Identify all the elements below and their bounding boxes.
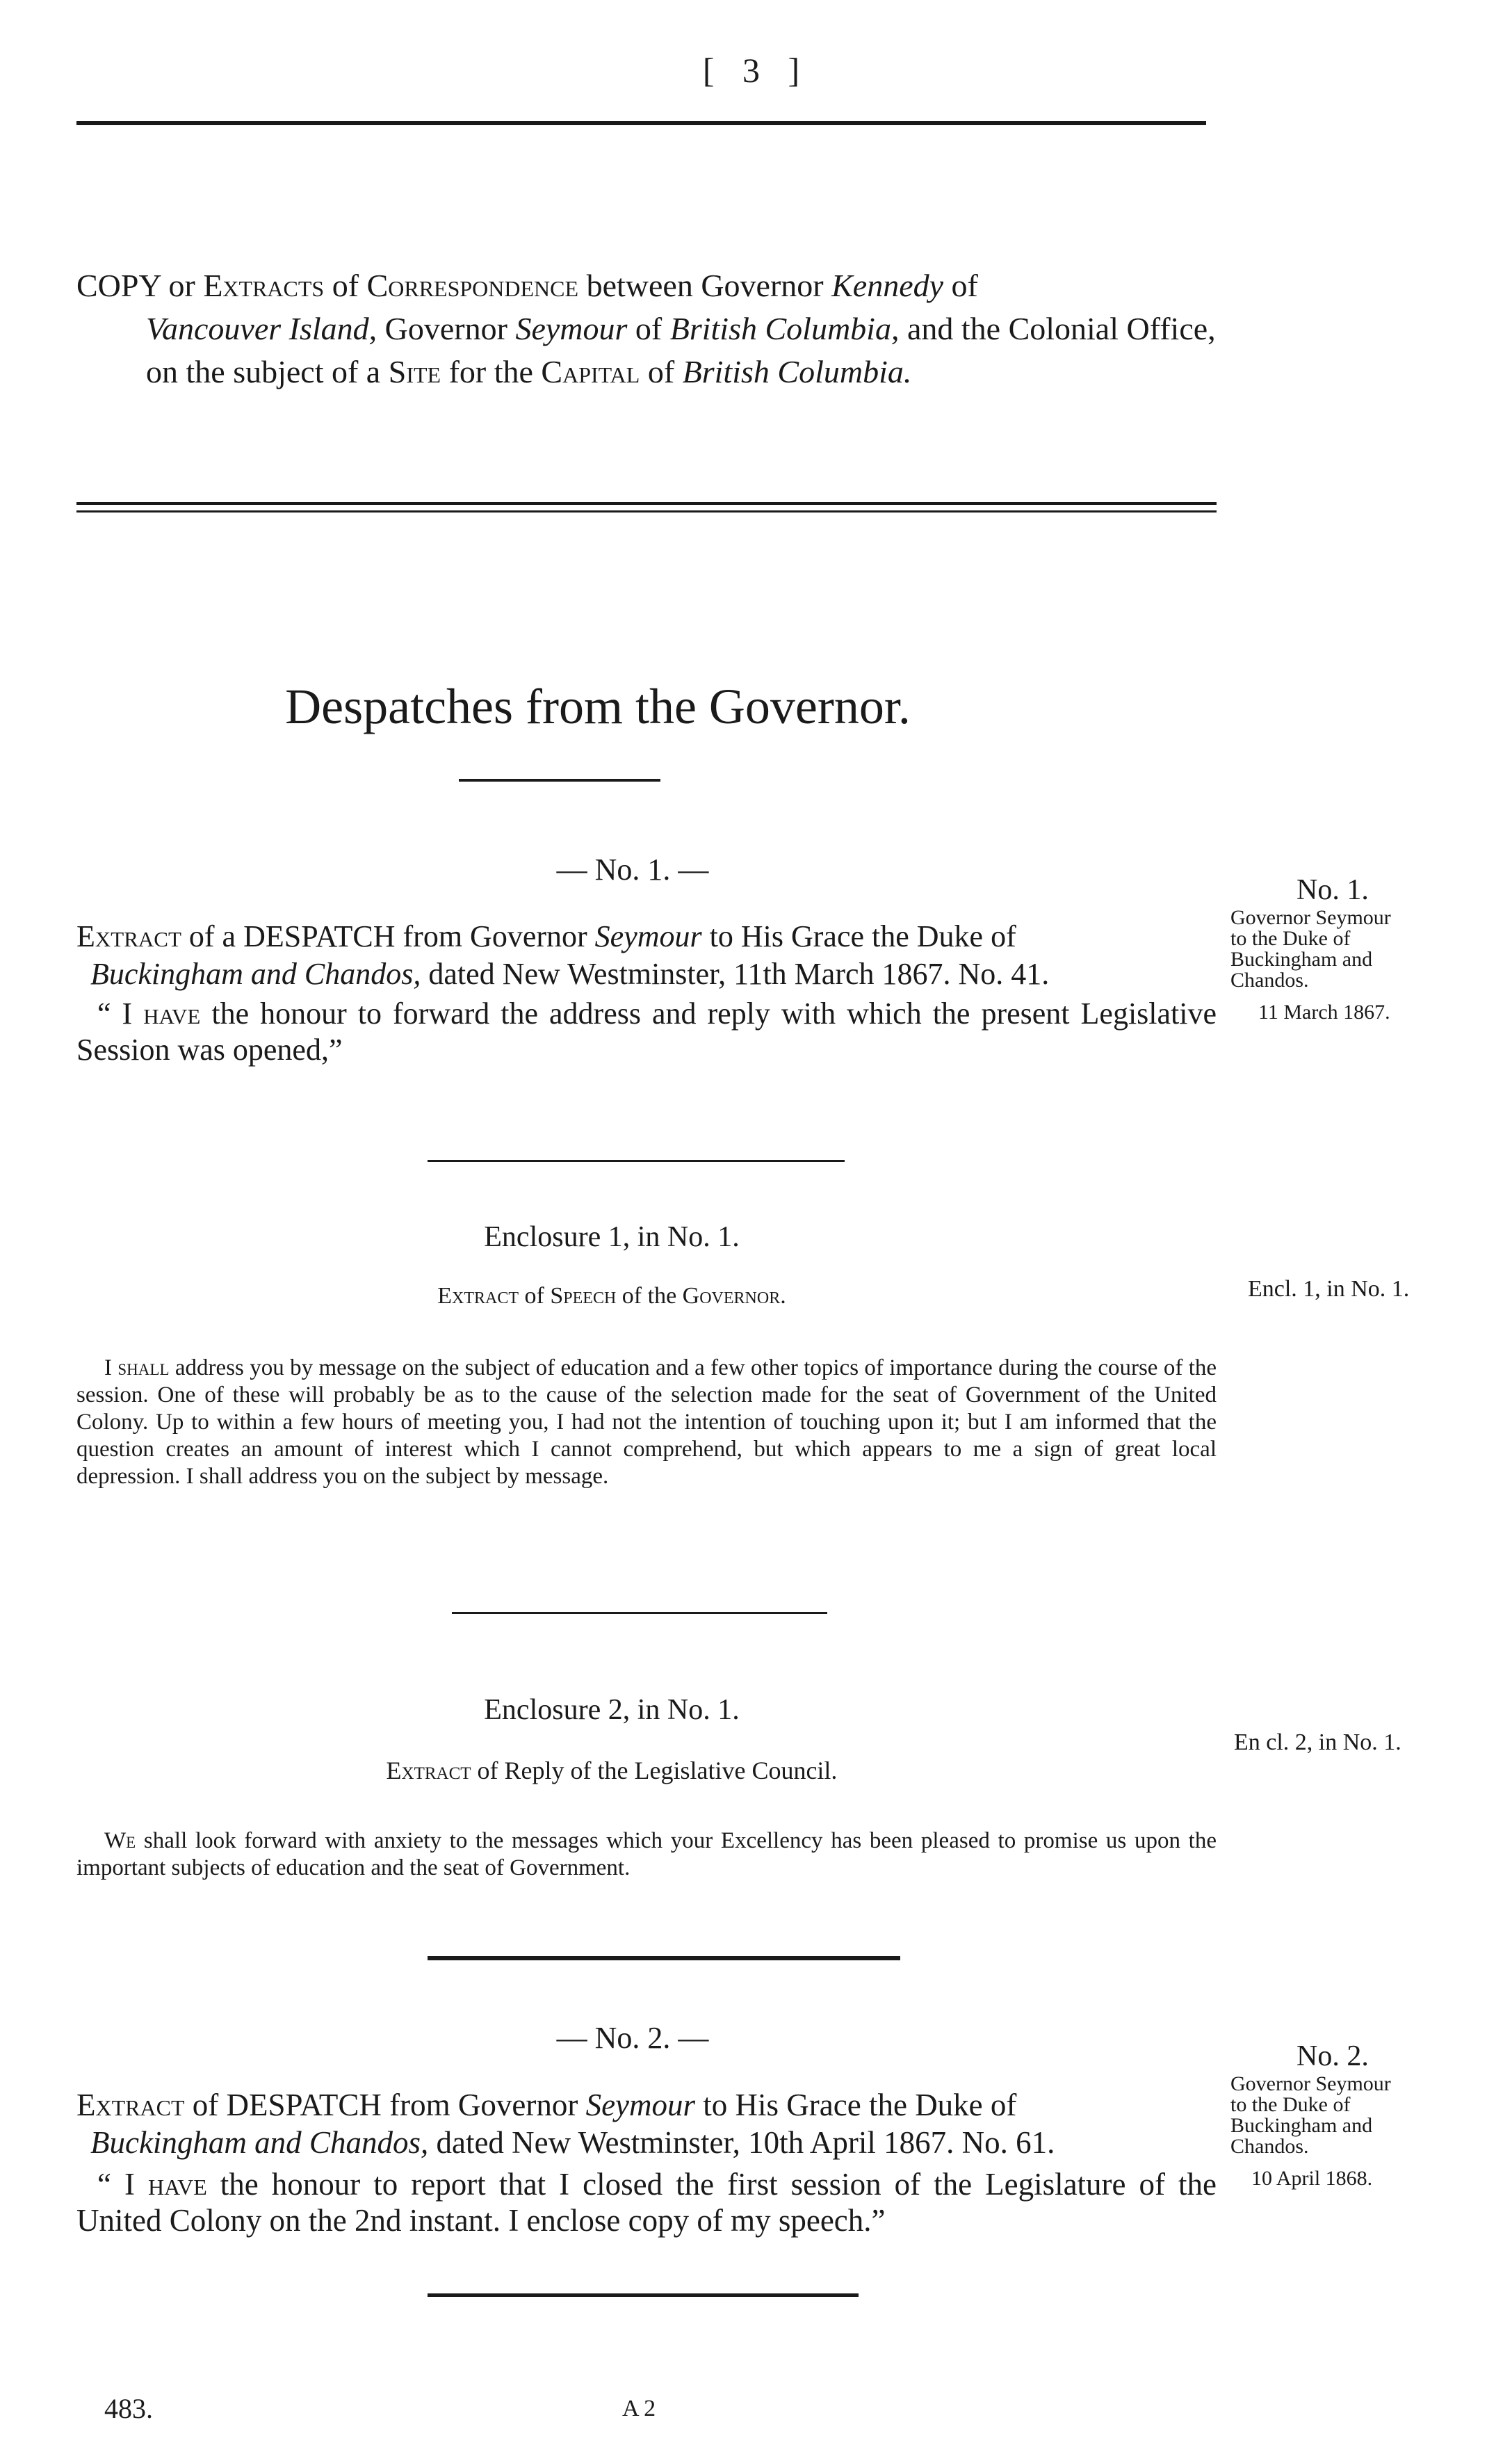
no1-extract: Extract of a DESPATCH from Governor Seymour to His Grace the Duke of Buckingham and Chandos, dated New Westminster, 11th March 1867. No. 41. (76, 919, 1050, 991)
no2-heading: — No. 2. — (556, 2021, 709, 2055)
encl1-body: I shall address you by message on the subject of education and a few other topics of importance during the course of the session. One of these will probably be as to the cause of the selection made for the seat of Government of the United Colony. Up to within a few hours of meeting you, I had not the intention of touching upon it; but I am informed that the question creates an amount of interest which I cannot comprehend, but which appears to me a sign of great local depression. I shall address you on the subject by message. (76, 1355, 1217, 1489)
encl2-title: Enclosure 2, in No. 1. (484, 1694, 740, 1726)
encl2-rule (428, 1956, 900, 1960)
footer-signature-mark: A 2 (622, 2396, 656, 2421)
encl2-subtitle: Extract of Reply of the Legislative Council. (386, 1757, 838, 1784)
no1-heading: — No. 1. — (556, 853, 709, 887)
encl1-subtitle: Extract of Speech of the Governor. (437, 1283, 786, 1309)
no2-extract: Extract of DESPATCH from Governor Seymour to His Grace the Duke of Buckingham and Chandos, dated New Westminster, 10th April 1867. No. 61. (76, 2088, 1055, 2160)
section-title: Despatches from the Governor. (285, 679, 911, 734)
encl1-title: Enclosure 1, in No. 1. (484, 1221, 740, 1253)
no1-margin-note: No. 1. Governor Seymour to the Duke of Buckingham and Chandos. 11 March 1867. (1230, 874, 1391, 1024)
no2-quote: “ I have the honour to report that I closed the first session of the Legislature of the United Colony on the 2nd instant. I enclose copy of my speech.” (76, 2167, 1217, 2238)
no2-rule (428, 2293, 859, 2297)
encl2-body: We shall look forward with anxiety to the messages which your Excellency has been pleased to promise us upon the important subjects of education and the seat of Government. (76, 1828, 1217, 1880)
title-double-rule-bottom (76, 510, 1217, 513)
document-title: COPY or Extracts of Correspondence between Governor Kennedy of Vancouver Island, Governor Seymour of British Columbia, and the Colonial Office, on the subject of a Site for the Capital of British Columbia. (76, 268, 1216, 389)
page-number: [ 3 ] (702, 51, 810, 90)
no1-quote: “ I have the honour to forward the address and reply with which the present Legislative Session was opened,” (76, 996, 1217, 1067)
title-double-rule-top (76, 502, 1217, 505)
section-title-rule (459, 779, 660, 782)
encl1-rule (452, 1612, 827, 1614)
encl2-margin-note: En cl. 2, in No. 1. (1234, 1729, 1401, 1755)
no1-rule (428, 1160, 845, 1162)
encl1-margin-note: Encl. 1, in No. 1. (1248, 1276, 1410, 1302)
header-rule (76, 121, 1206, 125)
footer-signature-number: 483. (104, 2393, 153, 2424)
no2-margin-note: No. 2. Governor Seymour to the Duke of Buckingham and Chandos. 10 April 1868. (1230, 2040, 1391, 2190)
